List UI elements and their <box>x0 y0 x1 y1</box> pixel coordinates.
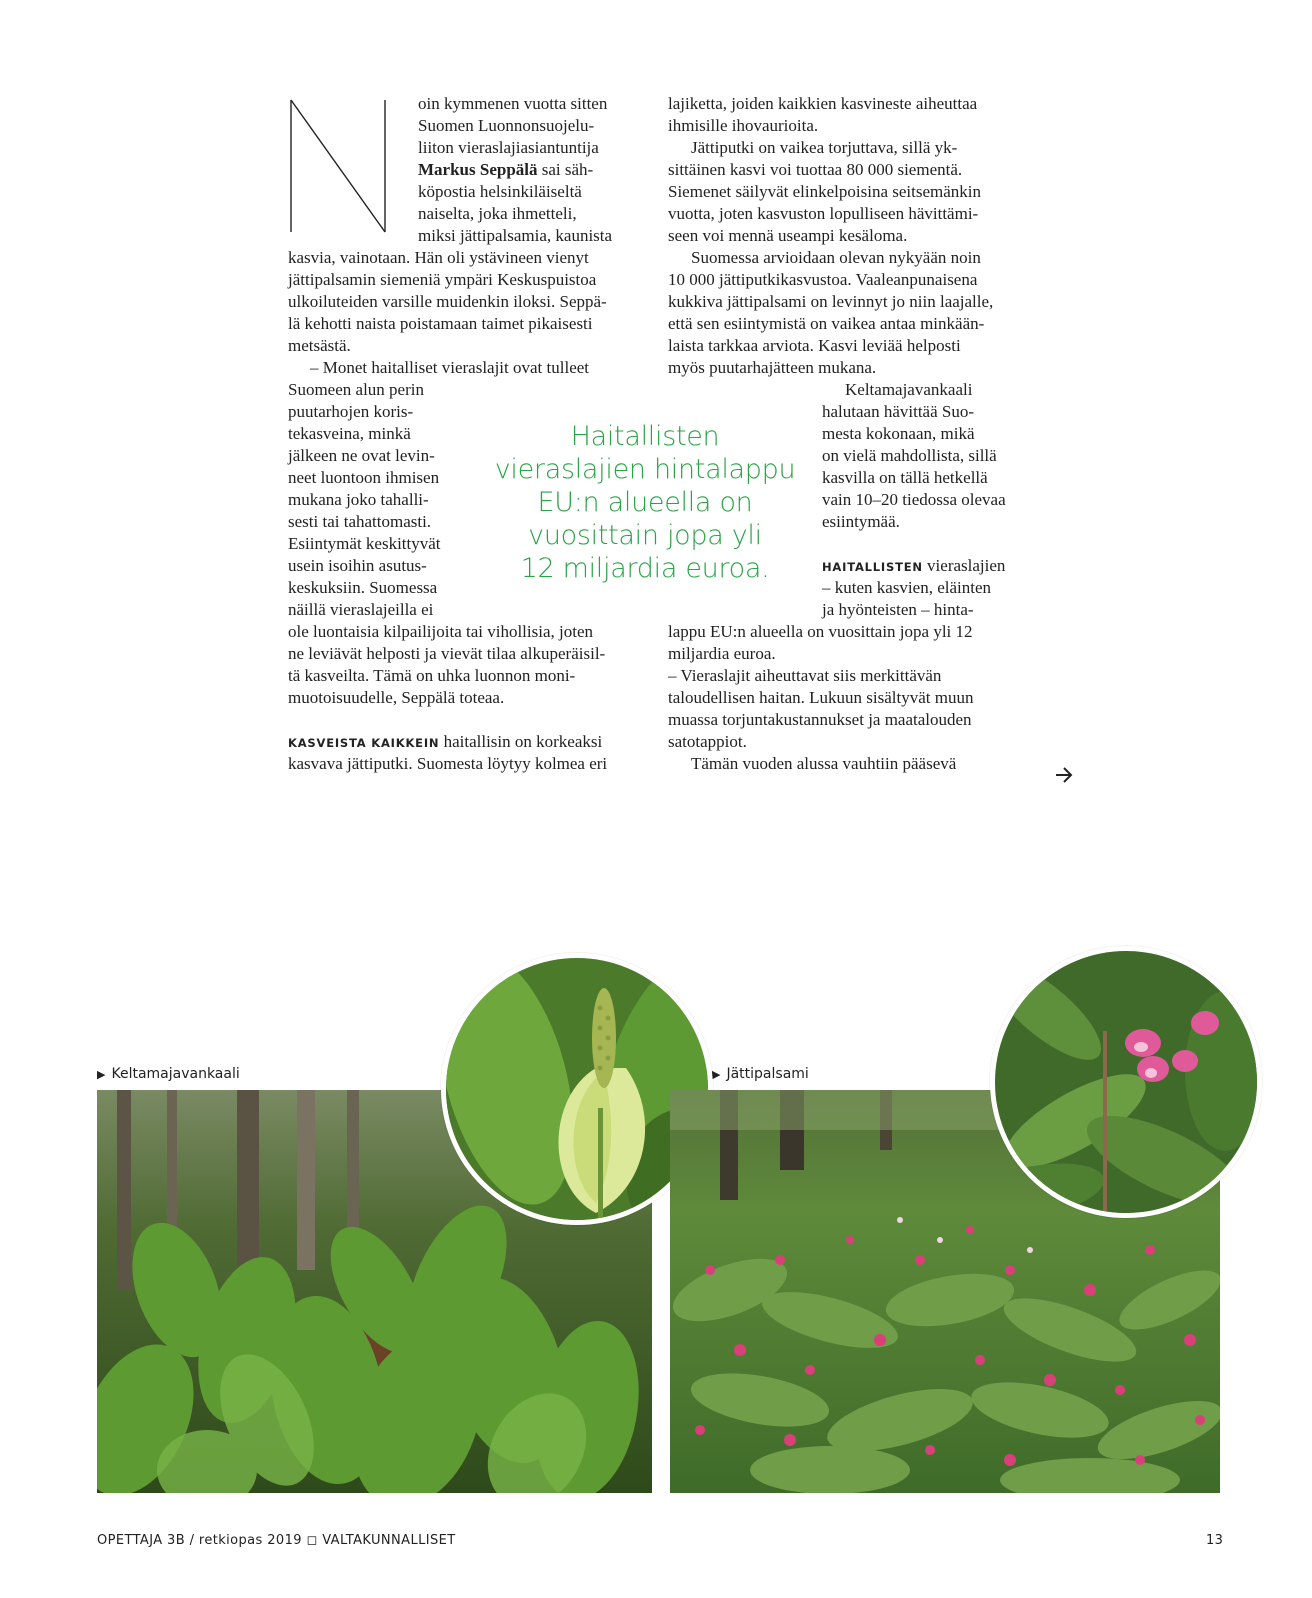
text-line: jälkeen ne ovat levin- <box>288 446 435 465</box>
text-line: köpostia helsinkiläiseltä <box>418 182 582 201</box>
text-line: satotappiot. <box>668 732 747 751</box>
text-line: Esiintymät keskittyvät <box>288 534 441 553</box>
text-line: keskuksiin. Suomessa <box>288 578 438 597</box>
text-line: mesta kokonaan, mikä <box>822 424 975 443</box>
photo-caption-left: ▶ Keltamajavankaali <box>97 1066 240 1082</box>
skunk-cabbage-flower-image <box>446 958 708 1220</box>
pull-quote <box>492 420 798 585</box>
text-line: muotoisuudelle, Seppälä toteaa. <box>288 688 505 707</box>
text-line: seen voi mennä useampi kesäloma. <box>668 226 908 245</box>
text-line: halutaan hävittää Suo- <box>822 402 975 421</box>
text-line: metsästä. <box>288 336 351 355</box>
text-line: näillä vieraslajeilla ei <box>288 600 434 619</box>
text-line: HAITALLISTEN vieraslajien <box>822 556 1006 575</box>
footer-publication: OPETTAJA 3B / retkiopas 2019 ◻ VALTAKUNNALLISET <box>97 1533 456 1548</box>
text-line: ulkoiluteiden varsille muidenkin iloksi. Seppä- <box>288 292 607 311</box>
text-line: lappu EU:n alueella on vuosittain jopa yli 12 <box>668 622 973 641</box>
text-line: vuotta, joten kasvuston lopulliseen hävittämi- <box>668 204 979 223</box>
text-line: taloudellisen haitan. Lukuun sisältyvät muun <box>668 688 974 707</box>
text-line: vain 10–20 tiedossa olevaa <box>822 490 1006 509</box>
text-line: ne leviävät helposti ja vievät tilaa alkuperäisil- <box>288 644 606 663</box>
text-line: Suomeen alun perin <box>288 380 424 399</box>
text-line: kasvilla on tällä hetkellä <box>822 468 988 487</box>
text-line: myös puutarhajätteen mukana. <box>668 358 877 377</box>
pull-quote-line: vuosittain jopa yli <box>528 520 762 551</box>
balsam-flower-image <box>995 951 1257 1213</box>
text-line: KASVEISTA KAIKKEIN haitallisin on korkeaksi <box>288 732 603 751</box>
page-number: 13 <box>1206 1533 1224 1548</box>
text-line: Jättiputki on vaikea torjuttava, sillä yk- <box>691 138 958 157</box>
text-line: lajiketta, joiden kaikkien kasvineste aiheuttaa <box>668 94 978 113</box>
text-line: usein isoihin asutus- <box>288 556 427 575</box>
text-line: sittäinen kasvi voi tuottaa 80 000 siementä. <box>668 160 963 179</box>
text-line: Siemenet säilyvät elinkelpoisina seitsemänkin <box>668 182 982 201</box>
text-line: sesti tai tahattomasti. <box>288 512 432 531</box>
text-line: – kuten kasvien, eläinten <box>822 578 992 597</box>
drop-cap <box>288 96 398 236</box>
text-line: miljardia euroa. <box>668 644 776 663</box>
section-kicker: KASVEISTA KAIKKEIN <box>288 736 440 750</box>
text-line: tä kasveilta. Tämä on uhka luonnon moni- <box>288 666 576 685</box>
text-line: Tämän vuoden alussa vauhtiin pääsevä <box>691 754 957 773</box>
text-line: miksi jättipalsamia, kaunista <box>418 226 613 245</box>
text-line: muassa torjuntakustannukset ja maatalouden <box>668 710 972 729</box>
text-line: Suomessa arvioidaan olevan nykyään noin <box>691 248 981 267</box>
photo-caption-right: ▶ Jättipalsami <box>712 1066 809 1082</box>
caption-triangle-icon: ▶ <box>712 1068 721 1081</box>
text-line: laista tarkkaa arviota. Kasvi leviää helposti <box>668 336 961 355</box>
text-line: puutarhojen koris- <box>288 402 414 421</box>
text-line: naiselta, joka ihmetteli, <box>418 204 577 223</box>
continue-arrow-icon <box>1054 766 1074 784</box>
text-line: Keltamajavankaali <box>845 380 973 399</box>
text-line: neet luontoon ihmisen <box>288 468 440 487</box>
section-kicker: HAITALLISTEN <box>822 560 923 574</box>
text-line: liiton vieraslajiasiantuntija <box>418 138 599 157</box>
text-line: – Vieraslajit aiheuttavat siis merkittävän <box>668 666 942 685</box>
text-line: kasvava jättiputki. Suomesta löytyy kolmea eri <box>288 754 608 773</box>
text-line: mukana joko tahalli- <box>288 490 429 509</box>
text-line: että sen esiintymistä on vaikea antaa minkään- <box>668 314 985 333</box>
person-name: Markus Seppälä <box>418 160 538 179</box>
text-line: kasvia, vainotaan. Hän oli ystävineen vienyt <box>288 248 589 267</box>
text-line: – Monet haitalliset vieraslajit ovat tulleet <box>310 358 590 377</box>
pull-quote-line: Haitallisten <box>570 421 720 452</box>
text-line: jättipalsamin siemeniä ympäri Keskuspuistoa <box>288 270 597 289</box>
pull-quote-line: vieraslajien hintalappu <box>494 454 796 485</box>
pull-quote-line: 12 miljardia euroa. <box>520 553 770 584</box>
text-line: tekasveina, minkä <box>288 424 411 443</box>
pull-quote-line: EU:n alueella on <box>537 487 753 518</box>
text-line: esiintymää. <box>822 512 900 531</box>
text-line: 10 000 jättiputkikasvustoa. Vaaleanpunaisena <box>668 270 978 289</box>
text-line: Suomen Luonnonsuojelu- <box>418 116 595 135</box>
text-line: lä kehotti naista poistamaan taimet pikaisesti <box>288 314 593 333</box>
text-line: ihmisille ihovaurioita. <box>668 116 819 135</box>
text-line: ja hyönteisten – hinta- <box>822 600 974 619</box>
text-line: ole luontaisia kilpailijoita tai vihollisia, joten <box>288 622 594 641</box>
text-line: Markus Seppälä sai säh- <box>418 160 594 179</box>
caption-triangle-icon: ▶ <box>97 1068 106 1081</box>
text-line: kukkiva jättipalsami on levinnyt jo niin laajalle, <box>668 292 994 311</box>
text-line: on vielä mahdollista, sillä <box>822 446 997 465</box>
text-line: oin kymmenen vuotta sitten <box>418 94 608 113</box>
photo-inset-jattipalsami <box>990 946 1262 1218</box>
